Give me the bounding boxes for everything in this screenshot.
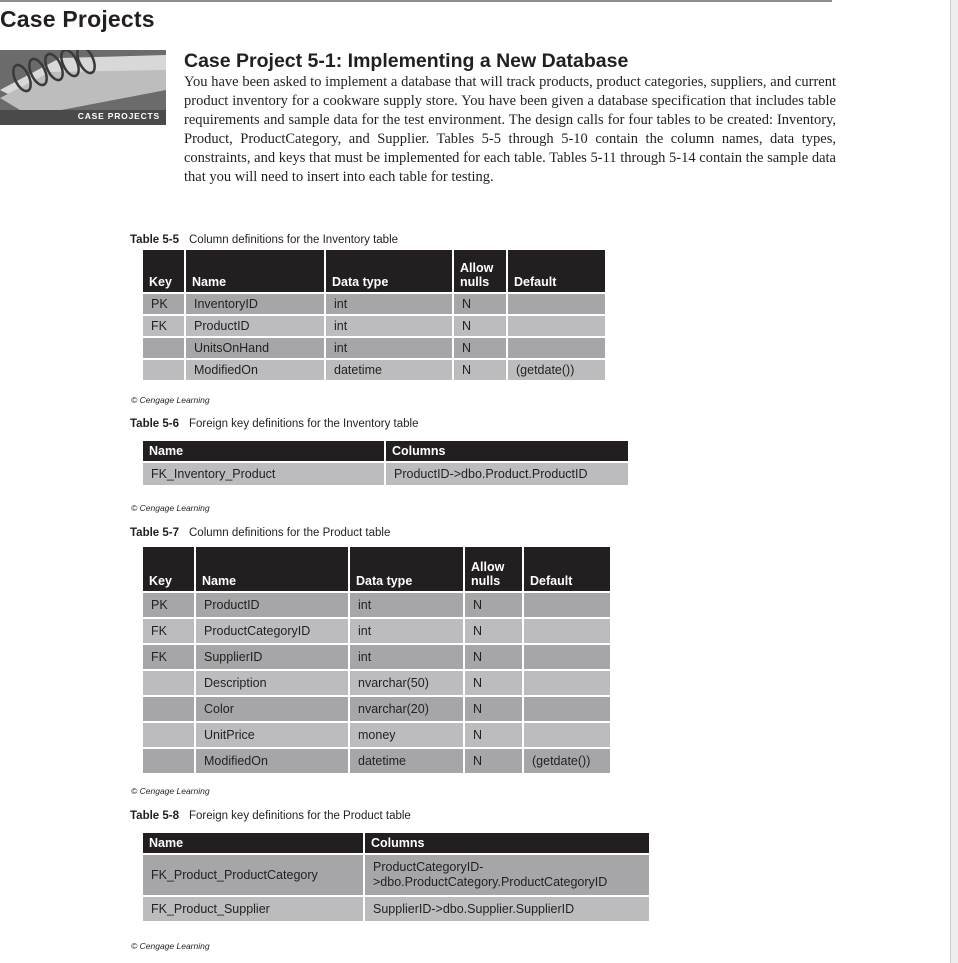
table-5-5-caption: [130, 234, 398, 246]
table-row: [143, 671, 610, 695]
table-number: Table 5-6: [130, 418, 179, 430]
project-title: Case Project 5-1: Implementing a New Database: [184, 50, 629, 72]
column-header: Allow nulls: [465, 547, 522, 591]
table-cell: [143, 360, 184, 380]
column-header: Default: [508, 250, 605, 292]
table-row: [143, 360, 605, 380]
table-cell: N: [465, 697, 522, 721]
table-row: [143, 855, 649, 895]
section-title: Case Projects: [0, 6, 155, 32]
table-cell: FK_Product_Supplier: [143, 897, 363, 921]
table-number: Table 5-7: [130, 527, 179, 539]
table-cell: datetime: [350, 749, 463, 773]
table-cell: N: [465, 593, 522, 617]
table-5-7-credit: © Cengage Learning: [131, 786, 210, 796]
table-cell: [524, 697, 610, 721]
table-cell: [508, 316, 605, 336]
intro-paragraph: You have been asked to implement a database that will track products, product categories, suppliers, and current product inventory for a cookware supply store. You have been given a database specification that includes table requirements and sample data for the test environment. The design calls for four tables to be created: Inventory, Product, ProductCategory, and Supplier. Tables 5-5 through 5-10 contain the column names, data types, constraints, and keys that must be implemented for each table. Tables 5-11 through 5-14 contain the sample data that you will need to insert into each table for testing.: [184, 74, 836, 185]
table-cell: FK: [143, 316, 184, 336]
table-cell: [143, 723, 194, 747]
table-cell: FK: [143, 645, 194, 669]
table-cell: nvarchar(50): [350, 671, 463, 695]
column-header: Name: [186, 250, 324, 292]
table-cell: N: [454, 316, 506, 336]
table-cell: ProductCategoryID: [196, 619, 348, 643]
table-title: Column definitions for the Product table: [189, 527, 391, 539]
table-cell: ModifiedOn: [196, 749, 348, 773]
table-cell: [143, 697, 194, 721]
table-cell: int: [326, 294, 452, 314]
table-cell: nvarchar(20): [350, 697, 463, 721]
table-number: Table 5-5: [130, 234, 179, 246]
table-cell: [524, 619, 610, 643]
table-row: [143, 316, 605, 336]
table-cell: [143, 671, 194, 695]
table-cell: N: [465, 671, 522, 695]
column-header: Data type: [326, 250, 452, 292]
table-5-6: [141, 439, 630, 487]
column-header: Columns: [386, 441, 628, 461]
table-row: [143, 463, 628, 485]
table-row: [143, 619, 610, 643]
table-cell: int: [350, 593, 463, 617]
table-title: Column definitions for the Inventory table: [189, 234, 399, 246]
table-cell: InventoryID: [186, 294, 324, 314]
table-5-7: [141, 545, 612, 775]
table-cell: ProductID: [186, 316, 324, 336]
column-header: Key: [143, 547, 194, 591]
table-cell: FK: [143, 619, 194, 643]
table-cell: datetime: [326, 360, 452, 380]
logo-label: CASE PROJECTS: [77, 111, 160, 121]
table-number: Table 5-8: [130, 810, 179, 822]
case-projects-logo: [0, 50, 166, 125]
table-cell: int: [326, 316, 452, 336]
table-title: Foreign key definitions for the Product table: [189, 810, 411, 822]
table-cell: ProductID: [196, 593, 348, 617]
table-cell: N: [465, 645, 522, 669]
column-header: Name: [196, 547, 348, 591]
table-cell: (getdate()): [524, 749, 610, 773]
table-row: [143, 645, 610, 669]
table-cell: int: [326, 338, 452, 358]
table-cell: FK_Inventory_Product: [143, 463, 384, 485]
table-row: [143, 697, 610, 721]
table-cell: N: [454, 294, 506, 314]
table-cell: [524, 723, 610, 747]
column-header: Columns: [365, 833, 649, 853]
table-cell: [508, 294, 605, 314]
table-cell: Description: [196, 671, 348, 695]
table-5-8-caption: [130, 810, 411, 822]
table-row: [143, 749, 610, 773]
table-cell: SupplierID->dbo.Supplier.SupplierID: [365, 897, 649, 921]
table-cell: ProductCategoryID->dbo.ProductCategory.ProductCategoryID: [365, 855, 649, 895]
table-cell: Color: [196, 697, 348, 721]
table-cell: [143, 749, 194, 773]
column-header: Data type: [350, 547, 463, 591]
table-cell: ModifiedOn: [186, 360, 324, 380]
table-row: [143, 294, 605, 314]
table-5-5-credit: © Cengage Learning: [131, 395, 210, 405]
table-cell: money: [350, 723, 463, 747]
column-header: Name: [143, 833, 363, 853]
table-cell: int: [350, 619, 463, 643]
table-cell: SupplierID: [196, 645, 348, 669]
table-5-6-caption: [130, 418, 419, 430]
table-row: [143, 897, 649, 921]
table-row: [143, 593, 610, 617]
table-cell: int: [350, 645, 463, 669]
table-cell: ProductID->dbo.Product.ProductID: [386, 463, 628, 485]
table-cell: FK_Product_ProductCategory: [143, 855, 363, 895]
table-cell: UnitPrice: [196, 723, 348, 747]
table-cell: PK: [143, 593, 194, 617]
table-5-6-credit: © Cengage Learning: [131, 503, 210, 513]
top-rule: [0, 0, 832, 2]
table-cell: UnitsOnHand: [186, 338, 324, 358]
column-header: Name: [143, 441, 384, 461]
table-title: Foreign key definitions for the Inventory table: [189, 418, 419, 430]
table-row: [143, 723, 610, 747]
table-5-7-caption: [130, 527, 390, 539]
column-header: Default: [524, 547, 610, 591]
table-cell: (getdate()): [508, 360, 605, 380]
table-cell: [508, 338, 605, 358]
table-cell: PK: [143, 294, 184, 314]
table-cell: N: [465, 723, 522, 747]
table-cell: N: [465, 749, 522, 773]
column-header: Key: [143, 250, 184, 292]
table-cell: [524, 593, 610, 617]
table-cell: [524, 671, 610, 695]
table-cell: N: [454, 338, 506, 358]
table-cell: [143, 338, 184, 358]
table-cell: N: [454, 360, 506, 380]
table-5-5: [141, 248, 607, 382]
column-header: Allow nulls: [454, 250, 506, 292]
right-scroll-panel[interactable]: [950, 0, 958, 963]
table-5-8: [141, 831, 651, 923]
table-5-8-credit: © Cengage Learning: [131, 941, 210, 951]
table-cell: [524, 645, 610, 669]
project-intro: [184, 73, 836, 187]
table-row: [143, 338, 605, 358]
table-cell: N: [465, 619, 522, 643]
